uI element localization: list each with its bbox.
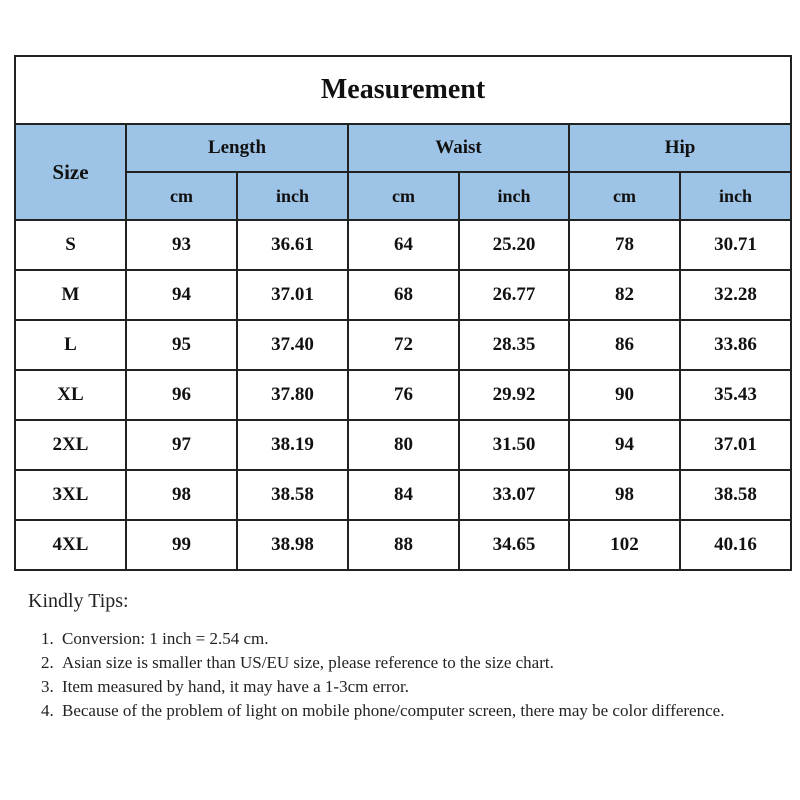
value-cell: 95 bbox=[126, 320, 237, 370]
value-cell: 82 bbox=[569, 270, 680, 320]
tips-title: Kindly Tips: bbox=[28, 590, 129, 612]
table-title: Measurement bbox=[15, 56, 791, 124]
value-cell: 98 bbox=[569, 470, 680, 520]
value-cell: 38.58 bbox=[680, 470, 791, 520]
value-cell: 94 bbox=[126, 270, 237, 320]
value-cell: 37.01 bbox=[680, 420, 791, 470]
table-row bbox=[15, 270, 791, 320]
value-cell: 90 bbox=[569, 370, 680, 420]
value-cell: 37.01 bbox=[237, 270, 348, 320]
value-cell: 97 bbox=[126, 420, 237, 470]
value-cell: 26.77 bbox=[459, 270, 569, 320]
value-cell: 68 bbox=[348, 270, 459, 320]
value-cell: 84 bbox=[348, 470, 459, 520]
value-cell: 78 bbox=[569, 220, 680, 270]
size-cell: M bbox=[15, 270, 126, 320]
value-cell: 29.92 bbox=[459, 370, 569, 420]
value-cell: 94 bbox=[569, 420, 680, 470]
size-cell: 4XL bbox=[15, 520, 126, 570]
value-cell: 28.35 bbox=[459, 320, 569, 370]
size-header: Size bbox=[15, 124, 126, 220]
value-cell: 86 bbox=[569, 320, 680, 370]
value-cell: 96 bbox=[126, 370, 237, 420]
value-cell: 25.20 bbox=[459, 220, 569, 270]
value-cell: 72 bbox=[348, 320, 459, 370]
value-cell: 38.98 bbox=[237, 520, 348, 570]
value-cell: 38.19 bbox=[237, 420, 348, 470]
unit-header: inch bbox=[237, 172, 348, 220]
value-cell: 34.65 bbox=[459, 520, 569, 570]
value-cell: 32.28 bbox=[680, 270, 791, 320]
value-cell: 37.80 bbox=[237, 370, 348, 420]
unit-header: inch bbox=[680, 172, 791, 220]
table-row bbox=[15, 320, 791, 370]
table-row bbox=[15, 520, 791, 570]
value-cell: 38.58 bbox=[237, 470, 348, 520]
tips-list bbox=[28, 627, 788, 723]
tip-item: 1. Conversion: 1 inch = 2.54 cm. bbox=[58, 627, 788, 651]
value-cell: 31.50 bbox=[459, 420, 569, 470]
value-cell: 76 bbox=[348, 370, 459, 420]
size-chart-table bbox=[14, 55, 792, 571]
size-cell: L bbox=[15, 320, 126, 370]
value-cell: 98 bbox=[126, 470, 237, 520]
unit-header: cm bbox=[569, 172, 680, 220]
value-cell: 30.71 bbox=[680, 220, 791, 270]
value-cell: 40.16 bbox=[680, 520, 791, 570]
value-cell: 35.43 bbox=[680, 370, 791, 420]
value-cell: 80 bbox=[348, 420, 459, 470]
value-cell: 64 bbox=[348, 220, 459, 270]
value-cell: 36.61 bbox=[237, 220, 348, 270]
value-cell: 99 bbox=[126, 520, 237, 570]
size-cell: 2XL bbox=[15, 420, 126, 470]
tip-item: 4. Because of the problem of light on mobile phone/computer screen, there may be color difference. bbox=[58, 699, 788, 723]
value-cell: 37.40 bbox=[237, 320, 348, 370]
size-cell: S bbox=[15, 220, 126, 270]
unit-header: cm bbox=[126, 172, 237, 220]
value-cell: 33.86 bbox=[680, 320, 791, 370]
unit-header: inch bbox=[459, 172, 569, 220]
group-header-length: Length bbox=[126, 124, 348, 172]
tip-item: 3. Item measured by hand, it may have a 1-3cm error. bbox=[58, 675, 788, 699]
size-cell: XL bbox=[15, 370, 126, 420]
size-cell: 3XL bbox=[15, 470, 126, 520]
table-row bbox=[15, 220, 791, 270]
value-cell: 102 bbox=[569, 520, 680, 570]
table-row bbox=[15, 470, 791, 520]
value-cell: 33.07 bbox=[459, 470, 569, 520]
value-cell: 93 bbox=[126, 220, 237, 270]
unit-header: cm bbox=[348, 172, 459, 220]
group-header-hip: Hip bbox=[569, 124, 791, 172]
group-header-waist: Waist bbox=[348, 124, 569, 172]
table-row bbox=[15, 370, 791, 420]
kindly-tips bbox=[28, 590, 788, 723]
table-row bbox=[15, 420, 791, 470]
tip-item: 2. Asian size is smaller than US/EU size, please reference to the size chart. bbox=[58, 651, 788, 675]
value-cell: 88 bbox=[348, 520, 459, 570]
